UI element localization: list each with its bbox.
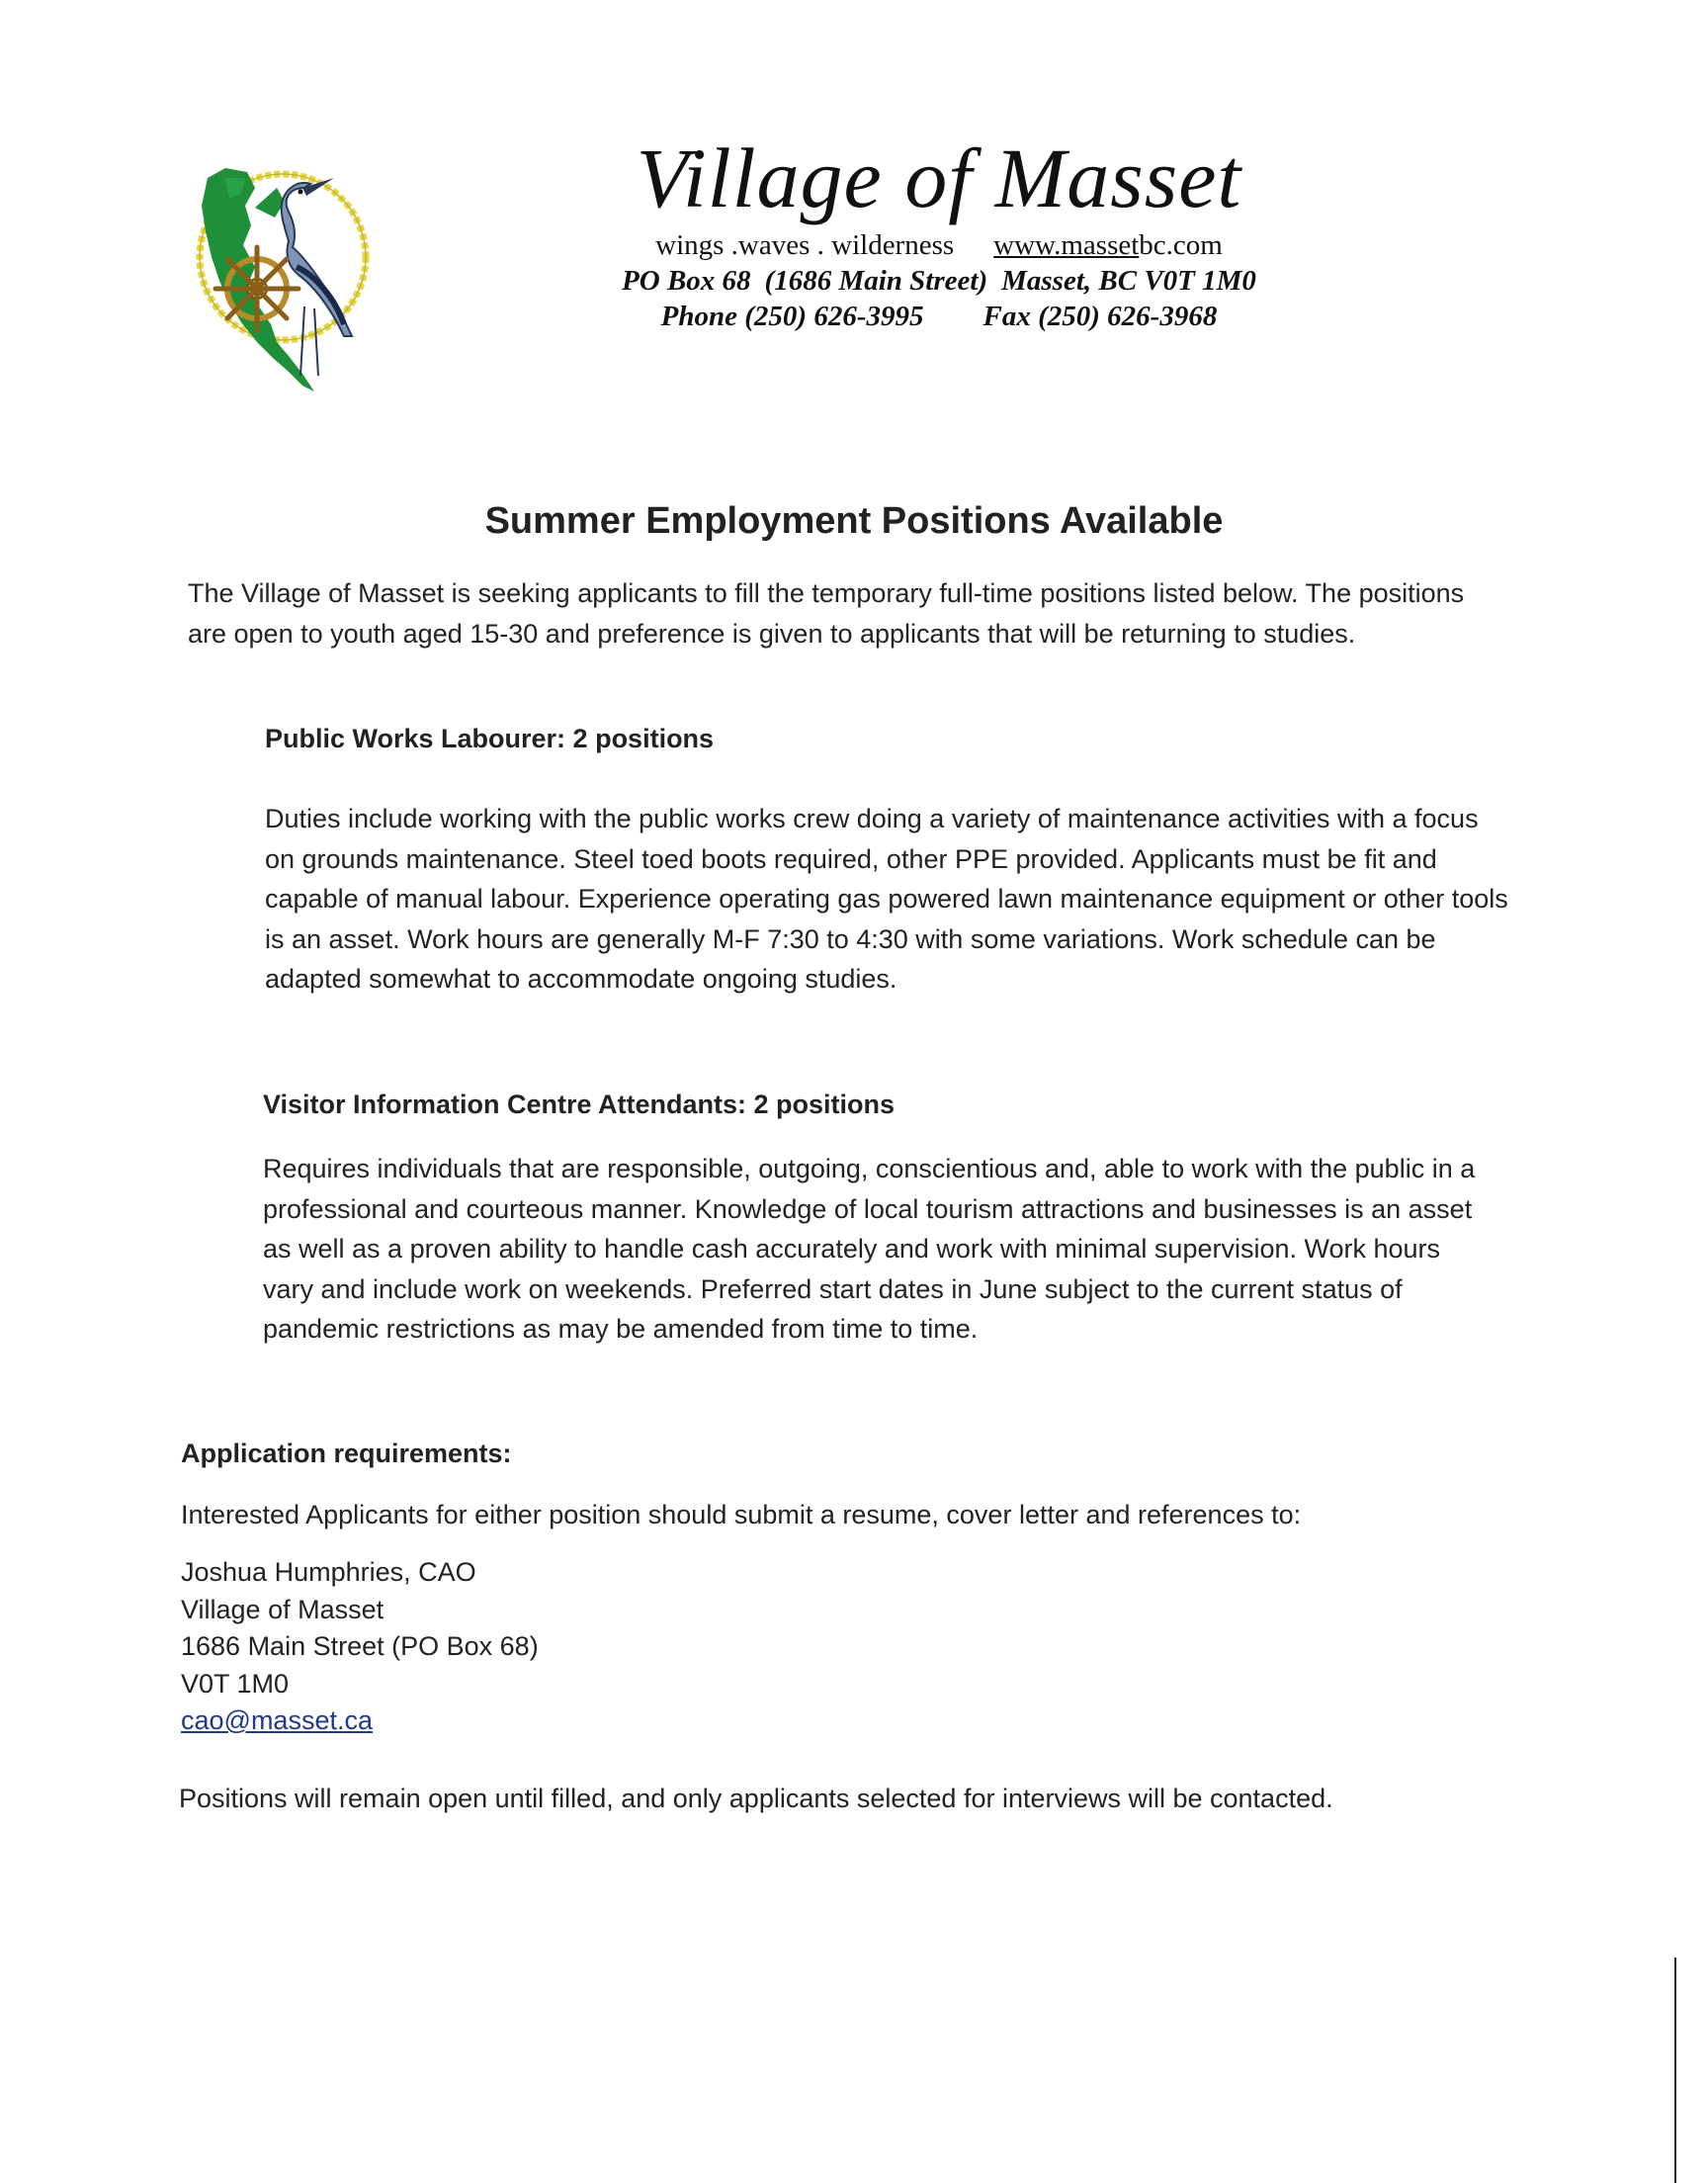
contact-row [554,299,1324,334]
contact-name: Joshua Humphries, CAO [181,1557,476,1587]
page-title: Summer Employment Positions Available [484,500,1224,542]
street-address: (1686 Main Street) [764,265,988,297]
contact-organization: Village of Masset [181,1594,384,1624]
city-postal: Masset, BC V0T 1M0 [1001,265,1256,297]
letterhead [554,129,1324,334]
application-heading: Application requirements: [181,1439,512,1468]
contact-postal-code: V0T 1M0 [181,1668,290,1699]
position-description-public-works: Duties include working with the public works crew doing a variety of maintenance activities with a focus on grounds maintenance. Steel toed boots required, other PPE provided. Applicants must be fit and capable of manual labour. Experience operating gas powered lawn maintenance equipment or other tools is an asset. Work hours are generally M-F 7:30 to 4:30 with some variations. Work schedule can be adapted somewhat to accommodate ongoing studies. [265,804,1508,994]
fax-number: Fax (250) 626-3968 [982,301,1218,332]
contact-address-block [181,1554,539,1740]
heron-ship-wheel-emblem-icon [186,148,384,395]
website-underlined-part: www.masset [993,229,1140,261]
position-title-visitor-centre: Visitor Information Centre Attendants: 2 positions [263,1090,896,1119]
tagline-row [554,227,1324,263]
po-box: PO Box 68 [622,265,751,297]
tagline: wings .waves . wilderness [655,229,955,261]
intro-paragraph: The Village of Masset is seeking applicants to fill the temporary full-time positions listed below. The positions are open to youth aged 15-30 and preference is given to applicants that will be returning to studies. [188,578,1465,649]
position-description-visitor-centre: Requires individuals that are responsible, outgoing, conscientious and, able to work with the public in a professional and courteous manner. Knowledge of local tourism attractions and businesses is an asset as well as a proven ability to handle cash accurately and work with minimal supervision. Work hours vary and include work on weekends. Preferred start dates in June subject to the current status of pandemic restrictions as may be amended from time to time. [263,1154,1476,1344]
organization-title: Village of Masset [636,131,1242,225]
website-link[interactable] [993,229,1223,261]
position-title-public-works: Public Works Labourer: 2 positions [265,724,715,753]
contact-email-link[interactable]: cao@masset.ca [181,1705,373,1735]
closing-note: Positions will remain open until filled, and only applicants selected for interviews will be contacted. [179,1784,1333,1813]
address-row [554,263,1324,299]
application-instructions: Interested Applicants for either position should submit a resume, cover letter and references to: [181,1500,1302,1529]
phone-number: Phone (250) 626-3995 [660,301,924,332]
scan-edge-line [1674,1958,1676,2183]
website-rest-part: bc.com [1139,229,1223,261]
contact-street: 1686 Main Street (PO Box 68) [181,1631,539,1661]
